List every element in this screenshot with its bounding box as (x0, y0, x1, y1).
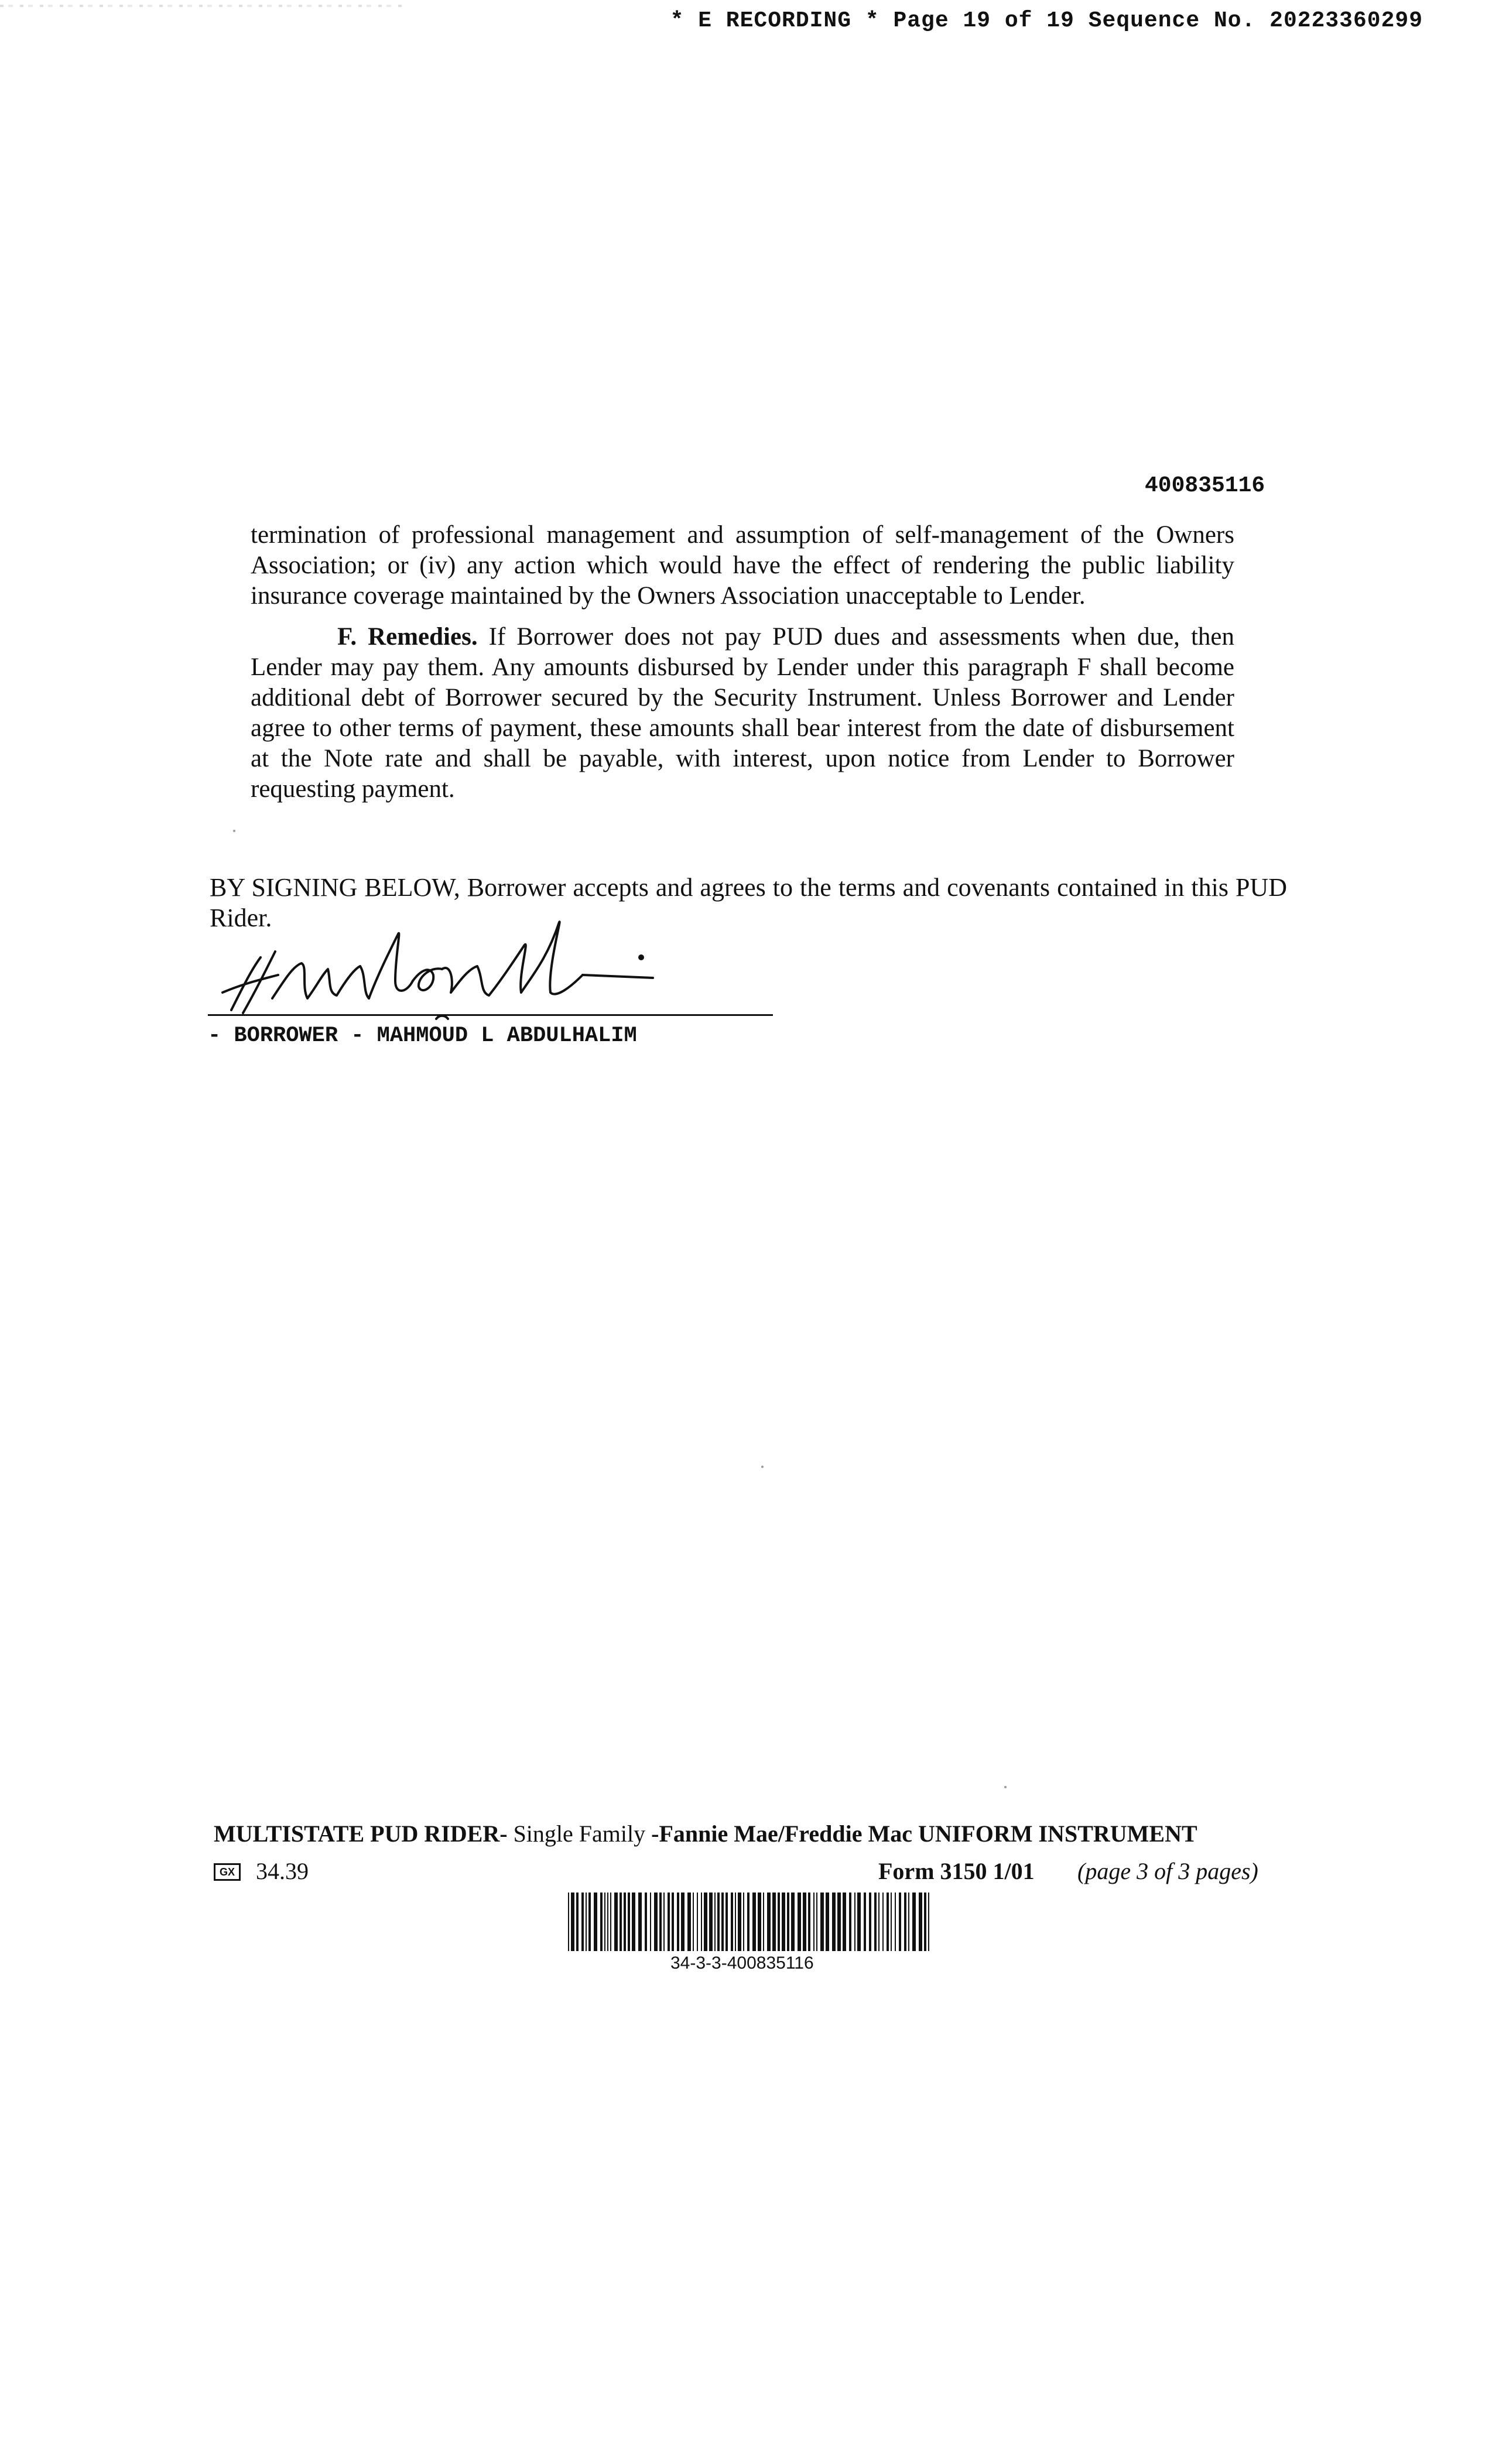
barcode-bar (791, 1893, 795, 1951)
barcode-bar (912, 1893, 916, 1951)
scan-artifact (0, 5, 404, 7)
barcode-bar (832, 1893, 836, 1951)
barcode-bar (721, 1893, 724, 1951)
barcode-bar (887, 1893, 889, 1951)
barcode-bar (581, 1893, 584, 1951)
barcode-bar (803, 1893, 806, 1951)
barcode-graphic (568, 1893, 934, 1951)
barcode-bar (798, 1893, 801, 1951)
paragraph-remedies (251, 622, 1234, 805)
barcode-bar (869, 1893, 871, 1951)
barcode-bar (895, 1893, 896, 1951)
form-title-part-3: -Fannie Mae/Freddie Mac UNIFORM INSTRUMENT (651, 1820, 1197, 1847)
barcode-bar (878, 1893, 879, 1951)
barcode-bar (882, 1893, 884, 1951)
barcode-bar (826, 1893, 829, 1951)
barcode-bar (714, 1893, 716, 1951)
barcode-bar (697, 1893, 698, 1951)
barcode-bar (663, 1893, 665, 1951)
barcode-bar (813, 1893, 814, 1951)
barcode-bar (588, 1893, 591, 1951)
signing-statement: BY SIGNING BELOW, Borrower accepts and agrees to the terms and covenants contained in this PUD Rider. (210, 873, 1287, 932)
barcode-bar (704, 1893, 707, 1951)
barcode-bar (610, 1893, 611, 1951)
borrower-signature (220, 911, 665, 1025)
form-title-part-1: MULTISTATE PUD RIDER- (214, 1820, 508, 1847)
barcode-bar (614, 1893, 618, 1951)
barcode-bar (747, 1893, 750, 1951)
barcode-bar (820, 1893, 824, 1951)
barcode-bar (607, 1893, 608, 1951)
barcode-bar (709, 1893, 713, 1951)
barcode-bar (864, 1893, 866, 1951)
barcode-bar (677, 1893, 679, 1951)
barcode-bar (772, 1893, 776, 1951)
gx-logo: GX (214, 1863, 241, 1881)
barcode-bar (924, 1893, 926, 1951)
barcode-bar (638, 1893, 642, 1951)
barcode-bar (904, 1893, 906, 1951)
barcode-bar (624, 1893, 626, 1951)
barcode-bar (752, 1893, 756, 1951)
barcode-bar (632, 1893, 635, 1951)
barcode-bar (767, 1893, 771, 1951)
barcode-bar (571, 1893, 574, 1951)
barcode-bar (782, 1893, 785, 1951)
barcode-bar (650, 1893, 651, 1951)
remedies-text: If Borrower does not pay PUD dues and assessments when due, then Lender may pay them. Any amounts disbursed by Lender under this paragraph F shall become additional debt of Borrower secured by the Security Instrument. Unless Borrower and Lender agree to other terms of payment, these amounts shall bear interest from the date of disbursement at the Note rate and shall be payable, with interest, upon notice from Lender to Borrower requesting payment. (251, 623, 1235, 803)
barcode-bar (620, 1893, 622, 1951)
barcode-bar (908, 1893, 909, 1951)
barcode-bar (758, 1893, 761, 1951)
barcode-bar (600, 1893, 603, 1951)
barcode-bar (604, 1893, 605, 1951)
paragraph-owners-association: termination of professional management and assumption of self-management of the Owners Association; or (iv) any action which would have the effect of rendering the public liability insurance coverage maintained by the Owners Association unacceptable to Lender. (251, 521, 1234, 610)
barcode-bar (701, 1893, 702, 1951)
barcode-bar (899, 1893, 901, 1951)
barcode-bar (778, 1893, 780, 1951)
barcode-bar (843, 1893, 846, 1951)
scan-speck (233, 830, 235, 832)
signature-line (208, 1014, 773, 1016)
barcode-bar (928, 1893, 929, 1951)
barcode-bar (586, 1893, 587, 1951)
barcode-bar (816, 1893, 817, 1951)
barcode-bar (787, 1893, 789, 1951)
borrower-name-label: - BORROWER - MAHMOUD L ABDULHALIM (208, 1024, 637, 1048)
barcode-bar (672, 1893, 674, 1951)
barcode-bar (725, 1893, 728, 1951)
barcode-bar (681, 1893, 685, 1951)
barcode-bar (645, 1893, 647, 1951)
barcode-bar (763, 1893, 764, 1951)
form-number: Form 3150 1/01 (878, 1858, 1035, 1884)
barcode-bar (576, 1893, 579, 1951)
scan-speck (1004, 1786, 1007, 1788)
form-title-part-2: Single Family (507, 1820, 652, 1847)
form-title (214, 1820, 1197, 1847)
barcode-bar (731, 1893, 733, 1951)
barcode-bar (854, 1893, 855, 1951)
loan-number: 400835116 (1145, 473, 1265, 498)
barcode-bar (568, 1893, 569, 1951)
barcode-bar (735, 1893, 736, 1951)
barcode-bar (693, 1893, 694, 1951)
page-info: (page 3 of 3 pages) (1077, 1858, 1258, 1884)
barcode-bar (808, 1893, 810, 1951)
barcode-bar (687, 1893, 691, 1951)
barcode-bar (837, 1893, 841, 1951)
barcode-bar (849, 1893, 851, 1951)
remedies-heading: F. Remedies. (337, 623, 478, 651)
barcode-bar (919, 1893, 922, 1951)
barcode-number: 34-3-3-400835116 (670, 1953, 814, 1973)
barcode-bar (738, 1893, 741, 1951)
barcode-bar (743, 1893, 744, 1951)
barcode-bar (628, 1893, 630, 1951)
barcode-bar (654, 1893, 658, 1951)
barcode-bar (659, 1893, 662, 1951)
barcode-bar (874, 1893, 877, 1951)
barcode-bar (717, 1893, 720, 1951)
barcode-bar (857, 1893, 861, 1951)
recording-header: * E RECORDING * Page 19 of 19 Sequence No. 20223360299 (670, 8, 1423, 33)
barcode-bar (668, 1893, 670, 1951)
scan-speck (761, 1466, 764, 1468)
form-footer-row (214, 1857, 1285, 1887)
barcode-bar (891, 1893, 892, 1951)
barcode-bar (594, 1893, 597, 1951)
form-version: 34.39 (256, 1858, 309, 1884)
